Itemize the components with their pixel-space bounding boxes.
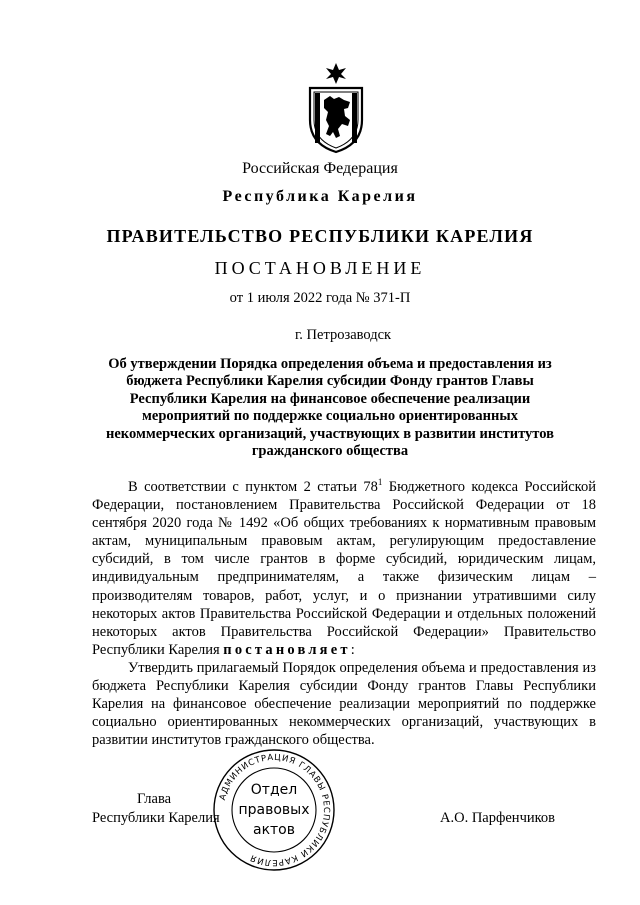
- government-heading: ПРАВИТЕЛЬСТВО РЕСПУБЛИКИ КАРЕЛИЯ: [106, 226, 534, 246]
- republic-line: Республика Карелия: [222, 188, 418, 205]
- stamp-ring-text: АДМИНИСТРАЦИЯ ГЛАВЫ РЕСПУБЛИКИ КАРЕЛИЯ: [217, 752, 332, 868]
- stamp-center-line-2: правовых: [238, 802, 310, 818]
- preamble-text-start: В соответствии с пунктом 2 статьи 78: [128, 479, 378, 495]
- signature-organization: Республики Карелия: [92, 810, 220, 826]
- signature-name: А.О. Парфенчиков: [440, 810, 556, 826]
- stamp-center-line-1: Отдел: [250, 782, 298, 798]
- official-stamp: [212, 748, 336, 872]
- paragraph-preamble: [92, 478, 596, 659]
- article-superscript: 1: [377, 477, 383, 488]
- paragraph-resolution: Утвердить прилагаемый Порядок определения объема и предоставления из бюджета Республики Карелия субсидии Фонду грантов Главы Республики Карелия на финансовое обеспечение реализации мероприятий по поддержке социально ориентированных некоммерческих организаций, участвующих в развитии институтов гражданского общества.: [92, 659, 596, 749]
- document-type: ПОСТАНОВЛЕНИЕ: [214, 258, 426, 278]
- decree-word: постановляет: [223, 641, 351, 658]
- document-body: [92, 478, 596, 749]
- signature-title: Глава: [137, 791, 172, 807]
- city: г. Петрозаводск: [295, 327, 392, 343]
- karelia-coat-of-arms-icon: [306, 62, 366, 154]
- stamp-center-line-3: актов: [252, 822, 296, 838]
- document-date-number: от 1 июля 2022 года № 371-П: [229, 290, 411, 306]
- document-title: Об утверждении Порядка определения объема и предоставления из бюджета Республики Карелия субсидии Фонду грантов Главы Республики Карелия на финансовое обеспечение реализации мероприятий по поддержке социально ориентированных некоммерческих организаций, участвующих в развитии институтов гражданского общества: [106, 356, 554, 460]
- preamble-colon: :: [350, 641, 355, 658]
- preamble-text: Бюджетного кодекса Российской Федерации, постановлением Правительства Российской Федерации от 18 сентября 2020 года № 1492 «Об общих требованиях к нормативным правовым актам, муниципальным правовым актам, регулирующим предоставление субсидий, в том числе грантов в форме субсидий, юридическим лицам, индивидуальным предпринимателям, а также физическим лицам – производителям товаров, работ, услуг, и о признании утратившими силу некоторых актов Правительства Российской Федерации и отдельных положений некоторых актов Правительства Российской Федерации» Правительство Республики Карелия: [92, 479, 596, 658]
- federation-line: Российская Федерация: [242, 160, 398, 177]
